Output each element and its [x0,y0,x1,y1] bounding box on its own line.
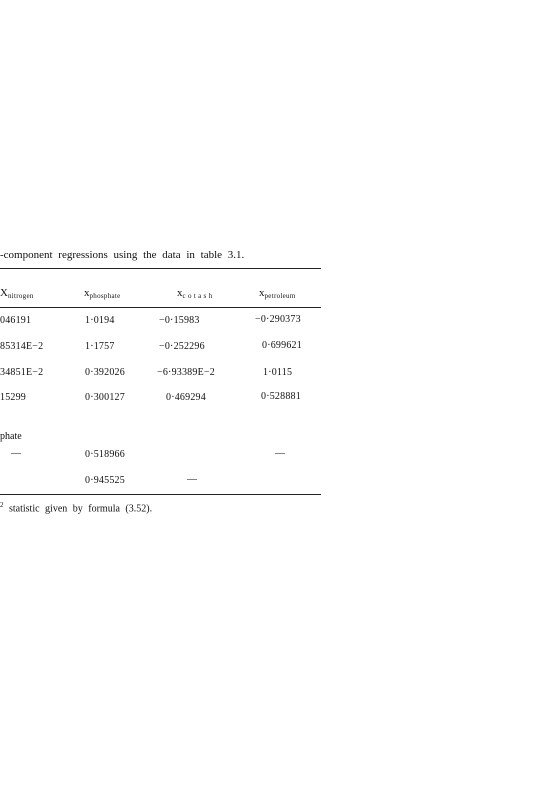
table-footnote: $^2$ statistic given by formula (3.52). [0,501,153,515]
table-cell: 0·699621 [262,340,302,351]
table-cell: −0·290373 [255,314,301,325]
column-header-petroleum: $x_{petroleum}$ [259,287,296,300]
bottom-rule [0,494,321,495]
table-cell: 85314E−2 [0,341,44,352]
table-cell: −0·252296 [159,341,205,352]
table-cell: 046191 [0,315,32,326]
table-cell: −0·15983 [159,315,200,326]
table-cell: 1·0194 [85,315,115,326]
table-cell: 1·0115 [263,367,293,378]
table-cell: 0·518966 [85,449,125,460]
table-cell: — [11,448,22,459]
table-cell: 1·1757 [85,341,115,352]
column-header-potash: $x_{c o t a s h}$ [177,287,213,300]
column-header-phosphate: $x_{phosphate}$ [84,287,121,300]
top-rule [0,268,321,269]
table-cell: 0·469294 [166,392,206,403]
table-cell: 0·528881 [261,391,301,402]
table-cell: — [187,474,198,485]
table-cell: 0·945525 [85,475,125,486]
table-cell: — [275,448,286,459]
header-rule [0,307,321,308]
table-cell: 15299 [0,392,26,403]
section-label: phate [0,431,22,442]
table-caption: -component regressions using the data in table 3.1. [0,249,245,261]
column-header-nitrogen: $X_{nitrogen}$ [0,287,34,300]
table-cell: 34851E−2 [0,367,44,378]
table-cell: −6·93389E−2 [157,367,215,378]
table-cell: 0·300127 [85,392,125,403]
table-cell: 0·392026 [85,367,125,378]
